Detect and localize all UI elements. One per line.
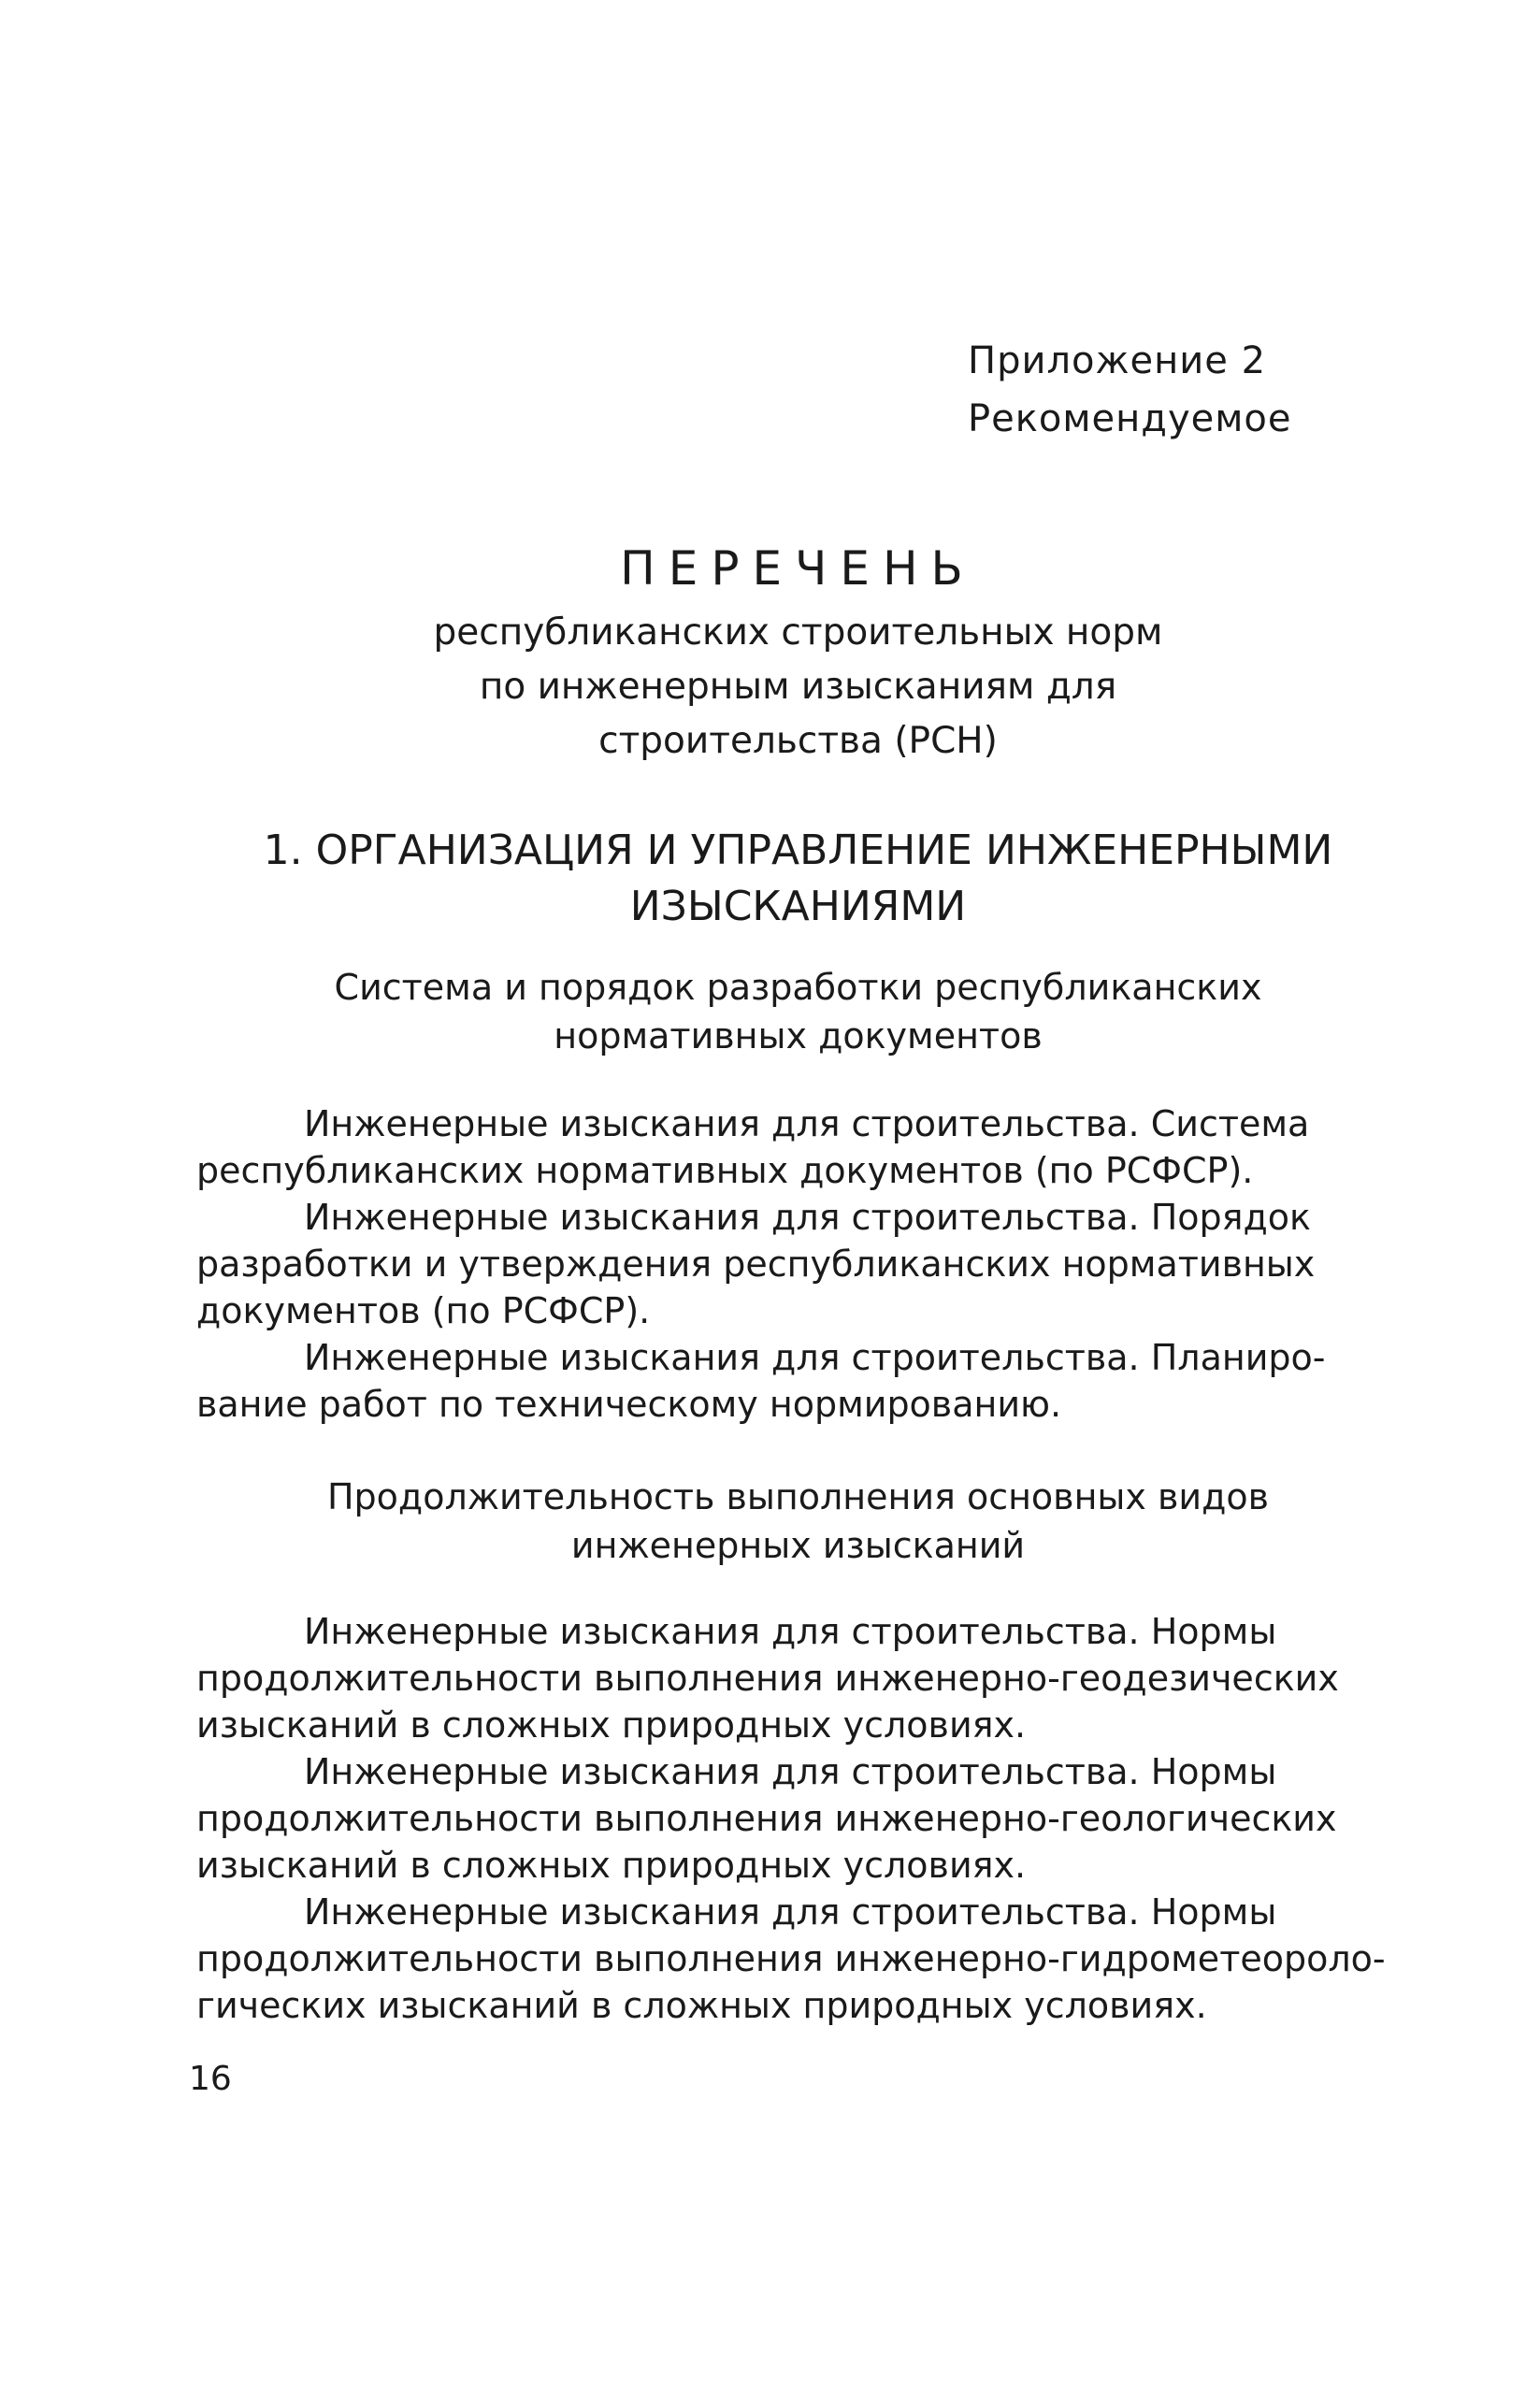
entry-list-2 — [196, 1608, 1386, 2029]
subsection-heading-2 — [0, 1473, 1540, 1570]
entry-line: Инженерные изыскания для строительства. Нормы — [304, 1751, 1277, 1792]
entry-line: продолжительности выполнения инженерно-гидрометеороло- — [196, 1938, 1386, 1979]
list-item — [196, 1334, 1346, 1428]
entry-line: продолжительности выполнения инженерно-геодезических — [196, 1658, 1339, 1699]
entry-line: Инженерные изыскания для строительства. Планиро- — [304, 1337, 1326, 1378]
annex-label — [968, 332, 1292, 448]
list-item — [196, 1100, 1346, 1194]
subsection-heading-line: Система и порядок разработки республиканских — [334, 967, 1262, 1008]
entry-line: Инженерные изыскания для строительства. Порядок — [304, 1197, 1311, 1238]
section-heading — [0, 823, 1540, 935]
section-heading-line: 1. ОРГАНИЗАЦИЯ И УПРАВЛЕНИЕ ИНЖЕНЕРНЫМИ — [263, 826, 1333, 874]
entry-line: республиканских нормативных документов (по РСФСР). — [196, 1150, 1254, 1191]
entry-list-1 — [196, 1100, 1346, 1428]
annex-status: Рекомендуемое — [968, 397, 1292, 440]
entry-line: Инженерные изыскания для строительства. Нормы — [304, 1611, 1277, 1652]
page-number: 16 — [189, 2060, 232, 2098]
entry-line: изысканий в сложных природных условиях. — [196, 1704, 1027, 1746]
title-sub-line: республиканских строительных норм — [433, 611, 1163, 654]
list-item — [196, 1194, 1346, 1334]
title-main: ПЕРЕЧЕНЬ — [620, 541, 976, 596]
entry-line: Инженерные изыскания для строительства. Система — [304, 1103, 1310, 1144]
subsection-heading-1 — [0, 963, 1540, 1060]
entry-line: изысканий в сложных природных условиях. — [196, 1845, 1027, 1886]
list-item — [196, 1889, 1386, 2029]
list-item — [196, 1608, 1346, 1748]
entry-line: вание работ по техническому нормированию. — [196, 1384, 1062, 1425]
entry-line: гических изысканий в сложных природных условиях. — [196, 1985, 1207, 2026]
subsection-heading-line: Продолжительность выполнения основных видов — [326, 1476, 1270, 1517]
list-item — [196, 1748, 1346, 1889]
section-heading-line: ИЗЫСКАНИЯМИ — [629, 883, 967, 930]
subsection-heading-line: нормативных документов — [554, 1015, 1043, 1056]
subsection-heading-line: инженерных изысканий — [570, 1525, 1026, 1566]
document-title — [0, 535, 1540, 769]
annex-number: Приложение 2 — [968, 339, 1267, 382]
entry-line: продолжительности выполнения инженерно-геологических — [196, 1798, 1337, 1839]
entry-line: разработки и утверждения республиканских нормативных — [196, 1243, 1316, 1285]
entry-line: документов (по РСФСР). — [196, 1290, 651, 1331]
entry-line: Инженерные изыскания для строительства. Нормы — [304, 1891, 1277, 1933]
title-sub-line: по инженерным изысканиям для — [479, 666, 1117, 708]
title-sub-line: строительства (РСН) — [598, 720, 998, 762]
